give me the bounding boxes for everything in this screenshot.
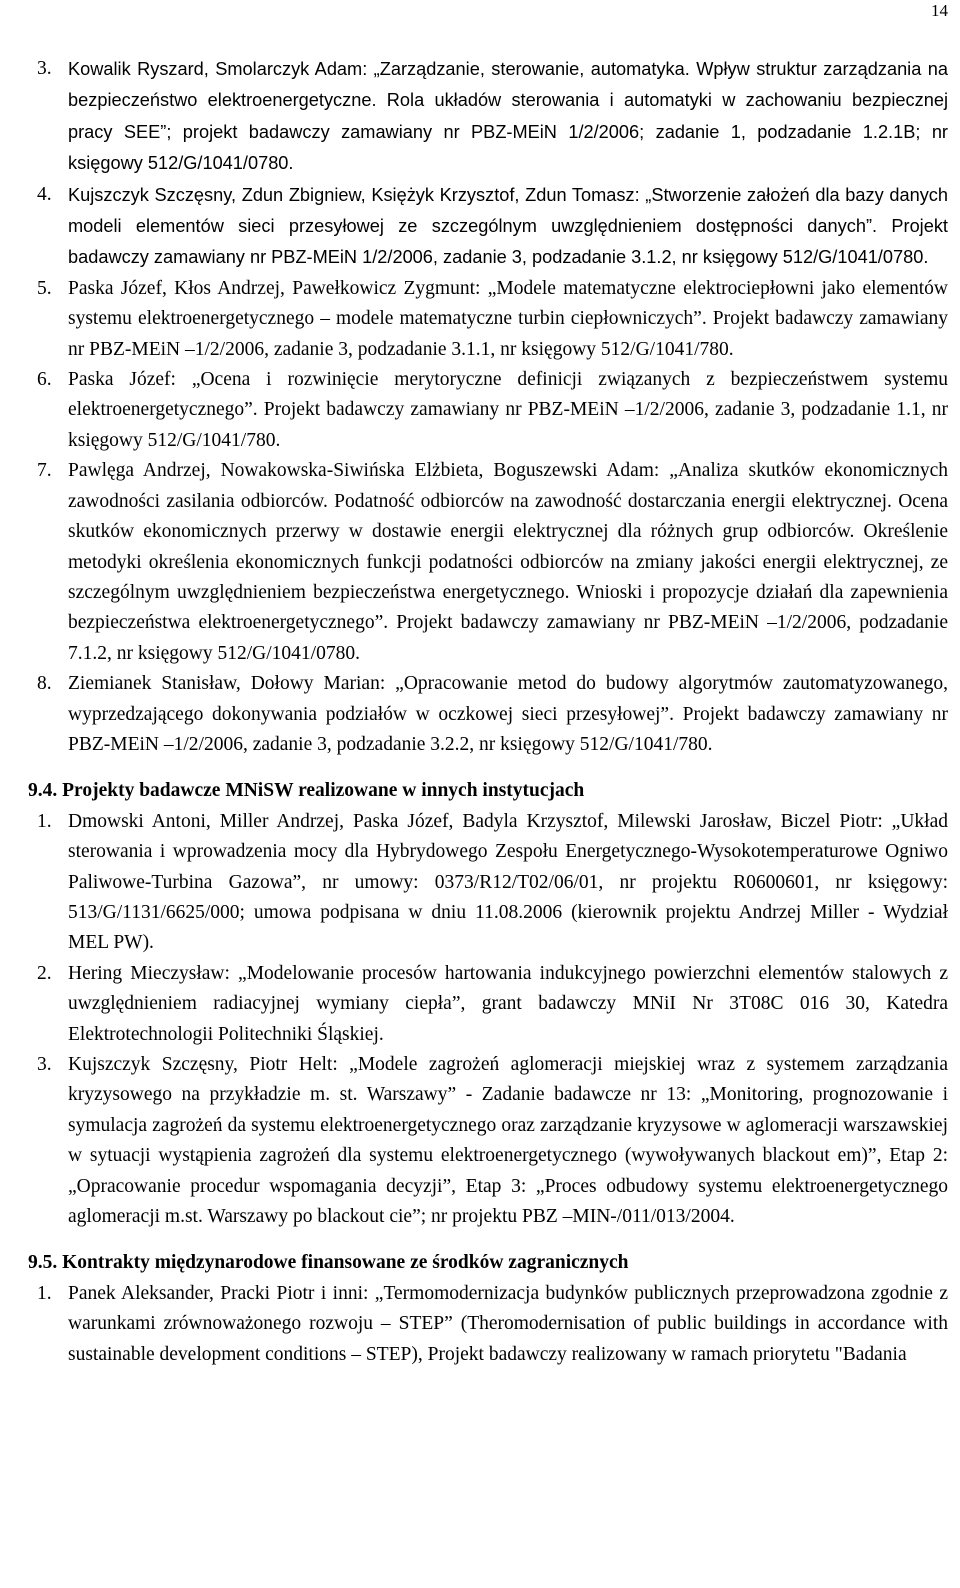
page-number: 14 bbox=[931, 1, 948, 20]
section-heading-9-4: 9.4. Projekty badawcze MNiSW realizowane w innych instytucjach bbox=[28, 780, 585, 802]
list-item-text: Kujszczyk Szczęsny, Zdun Zbigniew, Księżyk Krzysztof, Zdun Tomasz: „Stworzenie założeń dla bazy danych modeli elementów sieci przesyłowej ze szczególnym uwzględnieniem dostępności danych”. Projekt badawczy zamawiany nr PBZ-MEiN 1/2/2006, zadanie 3, podzadanie 3.1.2, nr księgowy 512/G/1041/0780. bbox=[68, 184, 948, 268]
list-item bbox=[28, 54, 948, 180]
list-item bbox=[28, 456, 948, 669]
list-item-text: Dmowski Antoni, Miller Andrzej, Paska Józef, Badyla Krzysztof, Milewski Jarosław, Biczel Piotr: „Układ sterowania i wprowadzenia mocy dla Hybrydowego Zespołu Energetycznego-Wysokotemperaturowe Ogniwo Paliwowe-Turbina Gazowa”, nr umowy: 0373/R12/T02/06/01, nr projektu R0600601, nr księgowy: 513/G/1131/6625/000; umowa podpisana w dniu 11.08.2006 (kierownik projektu Andrzej Miller - Wydział MEL PW). bbox=[68, 810, 948, 954]
page-content bbox=[28, 54, 948, 1370]
list-item-number: 1. bbox=[37, 810, 52, 832]
projects-list-continued bbox=[28, 54, 948, 760]
list-item-number: 3. bbox=[37, 58, 52, 79]
list-item-text: Pawlęga Andrzej, Nowakowska-Siwińska Elżbieta, Boguszewski Adam: „Analiza skutków ekonomicznych zawodności zasilania odbiorców. Podatność odbiorców na zawodność dostarczania energii elektrycznej. Ocena skutków ekonomicznych przerwy w dostawie energii elektrycznej dla różnych grup odbiorców. Określenie metodyki określenia ekonomicznych funkcji podatności odbiorców na zmiany jakości energii elektrycznej, ze szczególnym uwzględnieniem bezpieczeństwa energetycznego. Wnioski i propozycje działań dla zapewnienia bezpieczeństwa elektroenergetycznego”. Projekt badawczy zamawiany nr PBZ-MEiN –1/2/2006, podzadanie 7.1.2, nr księgowy 512/G/1041/0780. bbox=[68, 460, 948, 664]
list-item bbox=[28, 1050, 948, 1232]
list-item-text: Paska Józef, Kłos Andrzej, Pawełkowicz Zygmunt: „Modele matematyczne elektrociepłowni jako elementów systemu elektroenergetycznego – modele matematyczne turbin ciepłowniczych”. Projekt badawczy zamawiany nr PBZ-MEiN –1/2/2006, zadanie 3, podzadanie 3.1.1, nr księgowy 512/G/1041/780. bbox=[68, 277, 948, 360]
list-item-text: Kujszczyk Szczęsny, Piotr Helt: „Modele zagrożeń aglomeracji miejskiej wraz z systemem zarządzania kryzysowego na przykładzie m. st. Warszawy” - Zadanie badawcze nr 13: „Monitoring, prognozowanie i symulacja zagrożeń da systemu elektroenergetycznego oraz zarządzanie kryzysowe w aglomeracji warszawskiej w sytuacji wystąpienia zagrożeń dla systemu elektroenergetycznego (wywoływanych blackout em)”, Etap 2: „Opracowanie procedur wspomagania decyzji”, Etap 3: „Proces odbudowy systemu elektroenergetycznego aglomeracji m.st. Warszawy po blackout cie”; nr projektu PBZ –MIN-/011/013/2004. bbox=[68, 1054, 948, 1228]
list-item bbox=[28, 274, 948, 365]
section-heading-9-5: 9.5. Kontrakty międzynarodowe finansowane ze środków zagranicznych bbox=[28, 1252, 629, 1274]
list-item-number: 1. bbox=[37, 1282, 52, 1304]
mnisw-projects-list bbox=[28, 807, 948, 1233]
list-item-text: Paska Józef: „Ocena i rozwinięcie merytoryczne definicji związanych z bezpieczeństwem systemu elektroenergetycznego”. Projekt badawczy zamawiany nr PBZ-MEiN –1/2/2006, zadanie 3, podzadanie 1.1, nr księgowy 512/G/1041/780. bbox=[68, 369, 948, 451]
list-item-number: 4. bbox=[37, 183, 52, 205]
list-item bbox=[28, 1279, 948, 1370]
list-item-text: Ziemianek Stanisław, Dołowy Marian: „Opracowanie metod do budowy algorytmów zautomatyzowanego, wyprzedzającego dokonywania podziałów w oczkowej sieci przesyłowej”. Projekt badawczy zamawiany nr PBZ-MEiN –1/2/2006, zadanie 3, podzadanie 3.2.2, nr księgowy 512/G/1041/780. bbox=[68, 673, 948, 755]
list-item-number: 5. bbox=[37, 277, 52, 299]
list-item-text: Panek Aleksander, Pracki Piotr i inni: „Termomodernizacja budynków publicznych przeprowadzona zgodnie z warunkami zrównoważonego rozwoju – STEP” (Theromodernisation of public buildings in accordance with sustainable development conditions – STEP), Projekt badawczy realizowany w ramach priorytetu "Badania bbox=[68, 1282, 948, 1365]
list-item bbox=[28, 365, 948, 456]
list-item-number: 8. bbox=[37, 673, 52, 695]
list-item-number: 6. bbox=[37, 369, 52, 391]
list-item bbox=[28, 959, 948, 1050]
list-item-text: Kowalik Ryszard, Smolarczyk Adam: „Zarządzanie, sterowanie, automatyka. Wpływ struktur zarządzania na bezpieczeństwo elektroenergetyczne. Rola układów sterowania i automatyki w zachowaniu bezpiecznej pracy SEE”; projekt badawczy zamawiany nr PBZ-MEiN 1/2/2006; zadanie 1, podzadanie 1.2.1B; nr księgowy 512/G/1041/0780. bbox=[68, 59, 948, 174]
international-contracts-list bbox=[28, 1279, 948, 1370]
list-item-text: Hering Mieczysław: „Modelowanie procesów hartowania indukcyjnego powierzchni elementów stalowych z uwzględnieniem radiacyjnej wymiany ciepła”, grant badawczy MNiI Nr 3T08C 016 30, Katedra Elektrotechnologii Politechniki Śląskiej. bbox=[68, 962, 948, 1045]
list-item-number: 2. bbox=[37, 962, 52, 984]
list-item-number: 3. bbox=[37, 1054, 52, 1075]
list-item bbox=[28, 669, 948, 760]
list-item bbox=[28, 807, 948, 959]
list-item bbox=[28, 180, 948, 274]
list-item-number: 7. bbox=[37, 460, 52, 482]
